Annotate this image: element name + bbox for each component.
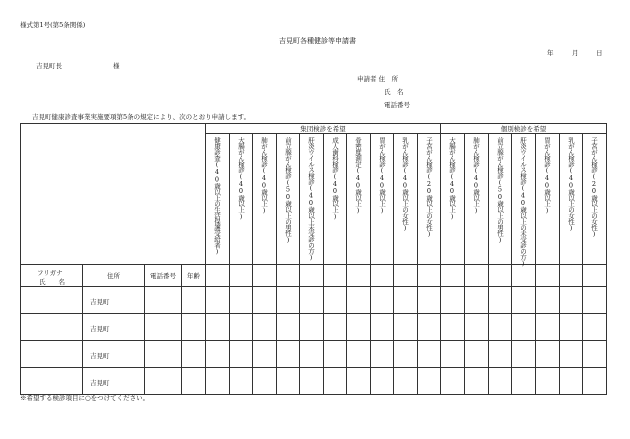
check-cell[interactable] (230, 287, 253, 314)
check-cell[interactable] (206, 287, 230, 314)
group-item-9-label: 乳がん検診(40歳以上の女性) (401, 137, 409, 232)
check-cell[interactable] (300, 368, 324, 395)
name-label: 氏 名 (39, 278, 65, 286)
applicant-phone-label: 電話番号 (384, 101, 410, 109)
check-cell[interactable] (512, 341, 536, 368)
check-cell[interactable] (347, 287, 371, 314)
check-cell[interactable] (465, 314, 489, 341)
check-cell[interactable] (277, 314, 300, 341)
group-item-2-label: 大腸がん検診(40歳以上) (237, 137, 245, 220)
group-item-10-label: 子宮がん検診(20歳以上の女性) (425, 137, 433, 238)
check-cell[interactable] (394, 314, 418, 341)
address-prefill: 吉見町 (90, 325, 110, 333)
check-cell[interactable] (277, 368, 300, 395)
check-cell[interactable] (300, 287, 324, 314)
check-cell[interactable] (230, 368, 253, 395)
check-cell[interactable] (583, 368, 607, 395)
check-cell[interactable] (277, 341, 300, 368)
check-cell[interactable] (560, 265, 583, 287)
phone-cell[interactable] (145, 287, 182, 314)
check-cell[interactable] (371, 287, 394, 314)
check-cell[interactable] (371, 341, 394, 368)
address-prefill: 吉見町 (90, 352, 110, 360)
table-row (21, 368, 607, 395)
phone-header: 電話番号 (145, 265, 182, 287)
individual-item-4-label: 肝炎ウイルス検診(40歳以上の未受診の方) (519, 137, 527, 267)
age-cell[interactable] (182, 287, 206, 314)
person-info-blank (21, 124, 206, 265)
group-exam-header: 集団検診を希望 (206, 124, 441, 134)
check-cell[interactable] (441, 314, 465, 341)
individual-item-3-label: 前立腺がん検診(50歳以上の男性) (496, 137, 504, 244)
check-cell[interactable] (583, 341, 607, 368)
check-cell[interactable] (371, 265, 394, 287)
page-title: 吉見町各種健診等申請書 (279, 37, 356, 45)
footnote: ※希望する検診項目に○をつけてください。 (20, 394, 150, 402)
address-cell[interactable] (83, 341, 145, 368)
applicant-address-label: 申請者 住 所 (357, 75, 399, 83)
check-cell[interactable] (465, 341, 489, 368)
individual-item-2 (465, 134, 489, 265)
group-item-1-label: 健康診査(40歳以上の生活保護受給者) (213, 137, 221, 256)
check-cell[interactable] (418, 287, 441, 314)
statement-text: 吉見町健康診査事業実施要項第5条の規定により、次のとおり申請します。 (32, 113, 251, 121)
group-item-4-label: 前立腺がん検診(50歳以上の男性) (284, 137, 292, 244)
check-cell[interactable] (394, 265, 418, 287)
group-item-3-label: 肺がん検診(40歳以上) (260, 137, 268, 214)
date-year: 年 (547, 49, 554, 57)
check-cell[interactable] (324, 314, 347, 341)
check-cell[interactable] (512, 368, 536, 395)
group-item-1 (206, 134, 230, 265)
check-cell[interactable] (489, 287, 512, 314)
individual-exam-header: 個別検診を希望 (441, 124, 607, 134)
individual-item-1-label: 大腸がん検診(40歳以上) (448, 137, 456, 220)
check-cell[interactable] (583, 287, 607, 314)
check-cell[interactable] (512, 265, 536, 287)
check-cell[interactable] (536, 341, 560, 368)
check-cell[interactable] (253, 287, 277, 314)
individual-item-6-label: 乳がん検診(40歳以上の女性) (567, 137, 575, 232)
check-cell[interactable] (347, 265, 371, 287)
date-month: 月 (572, 49, 579, 57)
check-cell[interactable] (536, 368, 560, 395)
check-cell[interactable] (371, 314, 394, 341)
check-cell[interactable] (371, 368, 394, 395)
check-cell[interactable] (253, 368, 277, 395)
check-cell[interactable] (206, 368, 230, 395)
individual-item-2-label: 肺がん検診(40歳以上) (472, 137, 480, 214)
check-cell[interactable] (324, 265, 347, 287)
check-cell[interactable] (418, 314, 441, 341)
address-cell[interactable] (83, 314, 145, 341)
check-cell[interactable] (465, 368, 489, 395)
check-cell[interactable] (394, 341, 418, 368)
group-item-10 (418, 134, 441, 265)
group-item-2 (230, 134, 253, 265)
check-cell[interactable] (441, 341, 465, 368)
check-cell[interactable] (418, 368, 441, 395)
applicant-name-label: 氏 名 (384, 88, 404, 96)
check-cell[interactable] (206, 265, 230, 287)
check-cell[interactable] (253, 265, 277, 287)
address-header: 住所 (83, 265, 145, 287)
check-cell[interactable] (324, 287, 347, 314)
addressee-honorific: 様 (113, 62, 120, 70)
check-cell[interactable] (560, 368, 583, 395)
check-cell[interactable] (394, 287, 418, 314)
furigana-label: フリガナ (37, 269, 63, 277)
check-cell[interactable] (441, 265, 465, 287)
check-cell[interactable] (536, 287, 560, 314)
check-cell[interactable] (560, 341, 583, 368)
individual-item-7-label: 子宮がん検診(20歳以上の女性) (590, 137, 598, 238)
individual-item-7 (583, 134, 607, 265)
check-cell[interactable] (536, 314, 560, 341)
individual-item-3 (489, 134, 512, 265)
furigana-name-header (21, 265, 83, 287)
check-cell[interactable] (418, 341, 441, 368)
check-cell[interactable] (560, 287, 583, 314)
group-item-5 (300, 134, 324, 265)
check-cell[interactable] (583, 314, 607, 341)
group-item-8 (371, 134, 394, 265)
check-cell[interactable] (560, 314, 583, 341)
check-cell[interactable] (347, 314, 371, 341)
group-item-6 (324, 134, 347, 265)
address-prefill: 吉見町 (90, 298, 110, 306)
group-item-6-label: 成人歯科検診(40歳以上) (331, 137, 339, 220)
check-cell[interactable] (230, 341, 253, 368)
check-cell[interactable] (465, 265, 489, 287)
check-cell[interactable] (277, 265, 300, 287)
check-cell[interactable] (418, 265, 441, 287)
check-cell[interactable] (583, 265, 607, 287)
applicant-name-cell[interactable] (21, 341, 83, 368)
table-row (21, 341, 607, 368)
check-cell[interactable] (512, 287, 536, 314)
group-item-8-label: 胃がん検診(40歳以上) (378, 137, 386, 214)
age-cell[interactable] (182, 368, 206, 395)
age-cell[interactable] (182, 314, 206, 341)
group-item-4 (277, 134, 300, 265)
check-cell[interactable] (230, 265, 253, 287)
check-cell[interactable] (489, 314, 512, 341)
check-cell[interactable] (489, 341, 512, 368)
check-cell[interactable] (253, 341, 277, 368)
check-cell[interactable] (465, 287, 489, 314)
group-item-5-label: 肝炎ウイルス検診(40歳以上未受診の方) (307, 137, 315, 262)
applicant-name-cell[interactable] (21, 287, 83, 314)
individual-item-4 (512, 134, 536, 265)
check-cell[interactable] (347, 341, 371, 368)
address-cell[interactable] (83, 287, 145, 314)
group-item-3 (253, 134, 277, 265)
check-cell[interactable] (489, 265, 512, 287)
phone-cell[interactable] (145, 341, 182, 368)
table-row (21, 287, 607, 314)
form-number-label: 様式第1号(第5条関係) (20, 21, 86, 29)
check-cell[interactable] (300, 265, 324, 287)
check-cell[interactable] (489, 368, 512, 395)
table-row (21, 314, 607, 341)
group-item-7-label: 骨密度測定(40歳以上) (354, 137, 362, 214)
check-cell[interactable] (324, 368, 347, 395)
applicant-name-cell[interactable] (21, 314, 83, 341)
application-table (20, 123, 607, 395)
address-prefill: 吉見町 (90, 379, 110, 387)
check-cell[interactable] (206, 314, 230, 341)
check-cell[interactable] (324, 341, 347, 368)
check-cell[interactable] (230, 314, 253, 341)
individual-item-5-label: 胃がん検診(40歳以上) (543, 137, 551, 214)
check-cell[interactable] (512, 314, 536, 341)
age-header: 年齢 (182, 265, 206, 287)
phone-cell[interactable] (145, 314, 182, 341)
check-cell[interactable] (206, 341, 230, 368)
check-cell[interactable] (277, 287, 300, 314)
check-cell[interactable] (536, 265, 560, 287)
check-cell[interactable] (441, 368, 465, 395)
group-item-9 (394, 134, 418, 265)
check-cell[interactable] (441, 287, 465, 314)
check-cell[interactable] (347, 368, 371, 395)
date-day: 日 (596, 49, 603, 57)
age-cell[interactable] (182, 341, 206, 368)
check-cell[interactable] (300, 341, 324, 368)
group-item-7 (347, 134, 371, 265)
individual-item-6 (560, 134, 583, 265)
check-cell[interactable] (394, 368, 418, 395)
individual-item-5 (536, 134, 560, 265)
addressee-name: 吉見町長 (36, 62, 62, 70)
check-cell[interactable] (300, 314, 324, 341)
applicant-name-cell[interactable] (21, 368, 83, 395)
phone-cell[interactable] (145, 368, 182, 395)
check-cell[interactable] (253, 314, 277, 341)
address-cell[interactable] (83, 368, 145, 395)
individual-item-1 (441, 134, 465, 265)
